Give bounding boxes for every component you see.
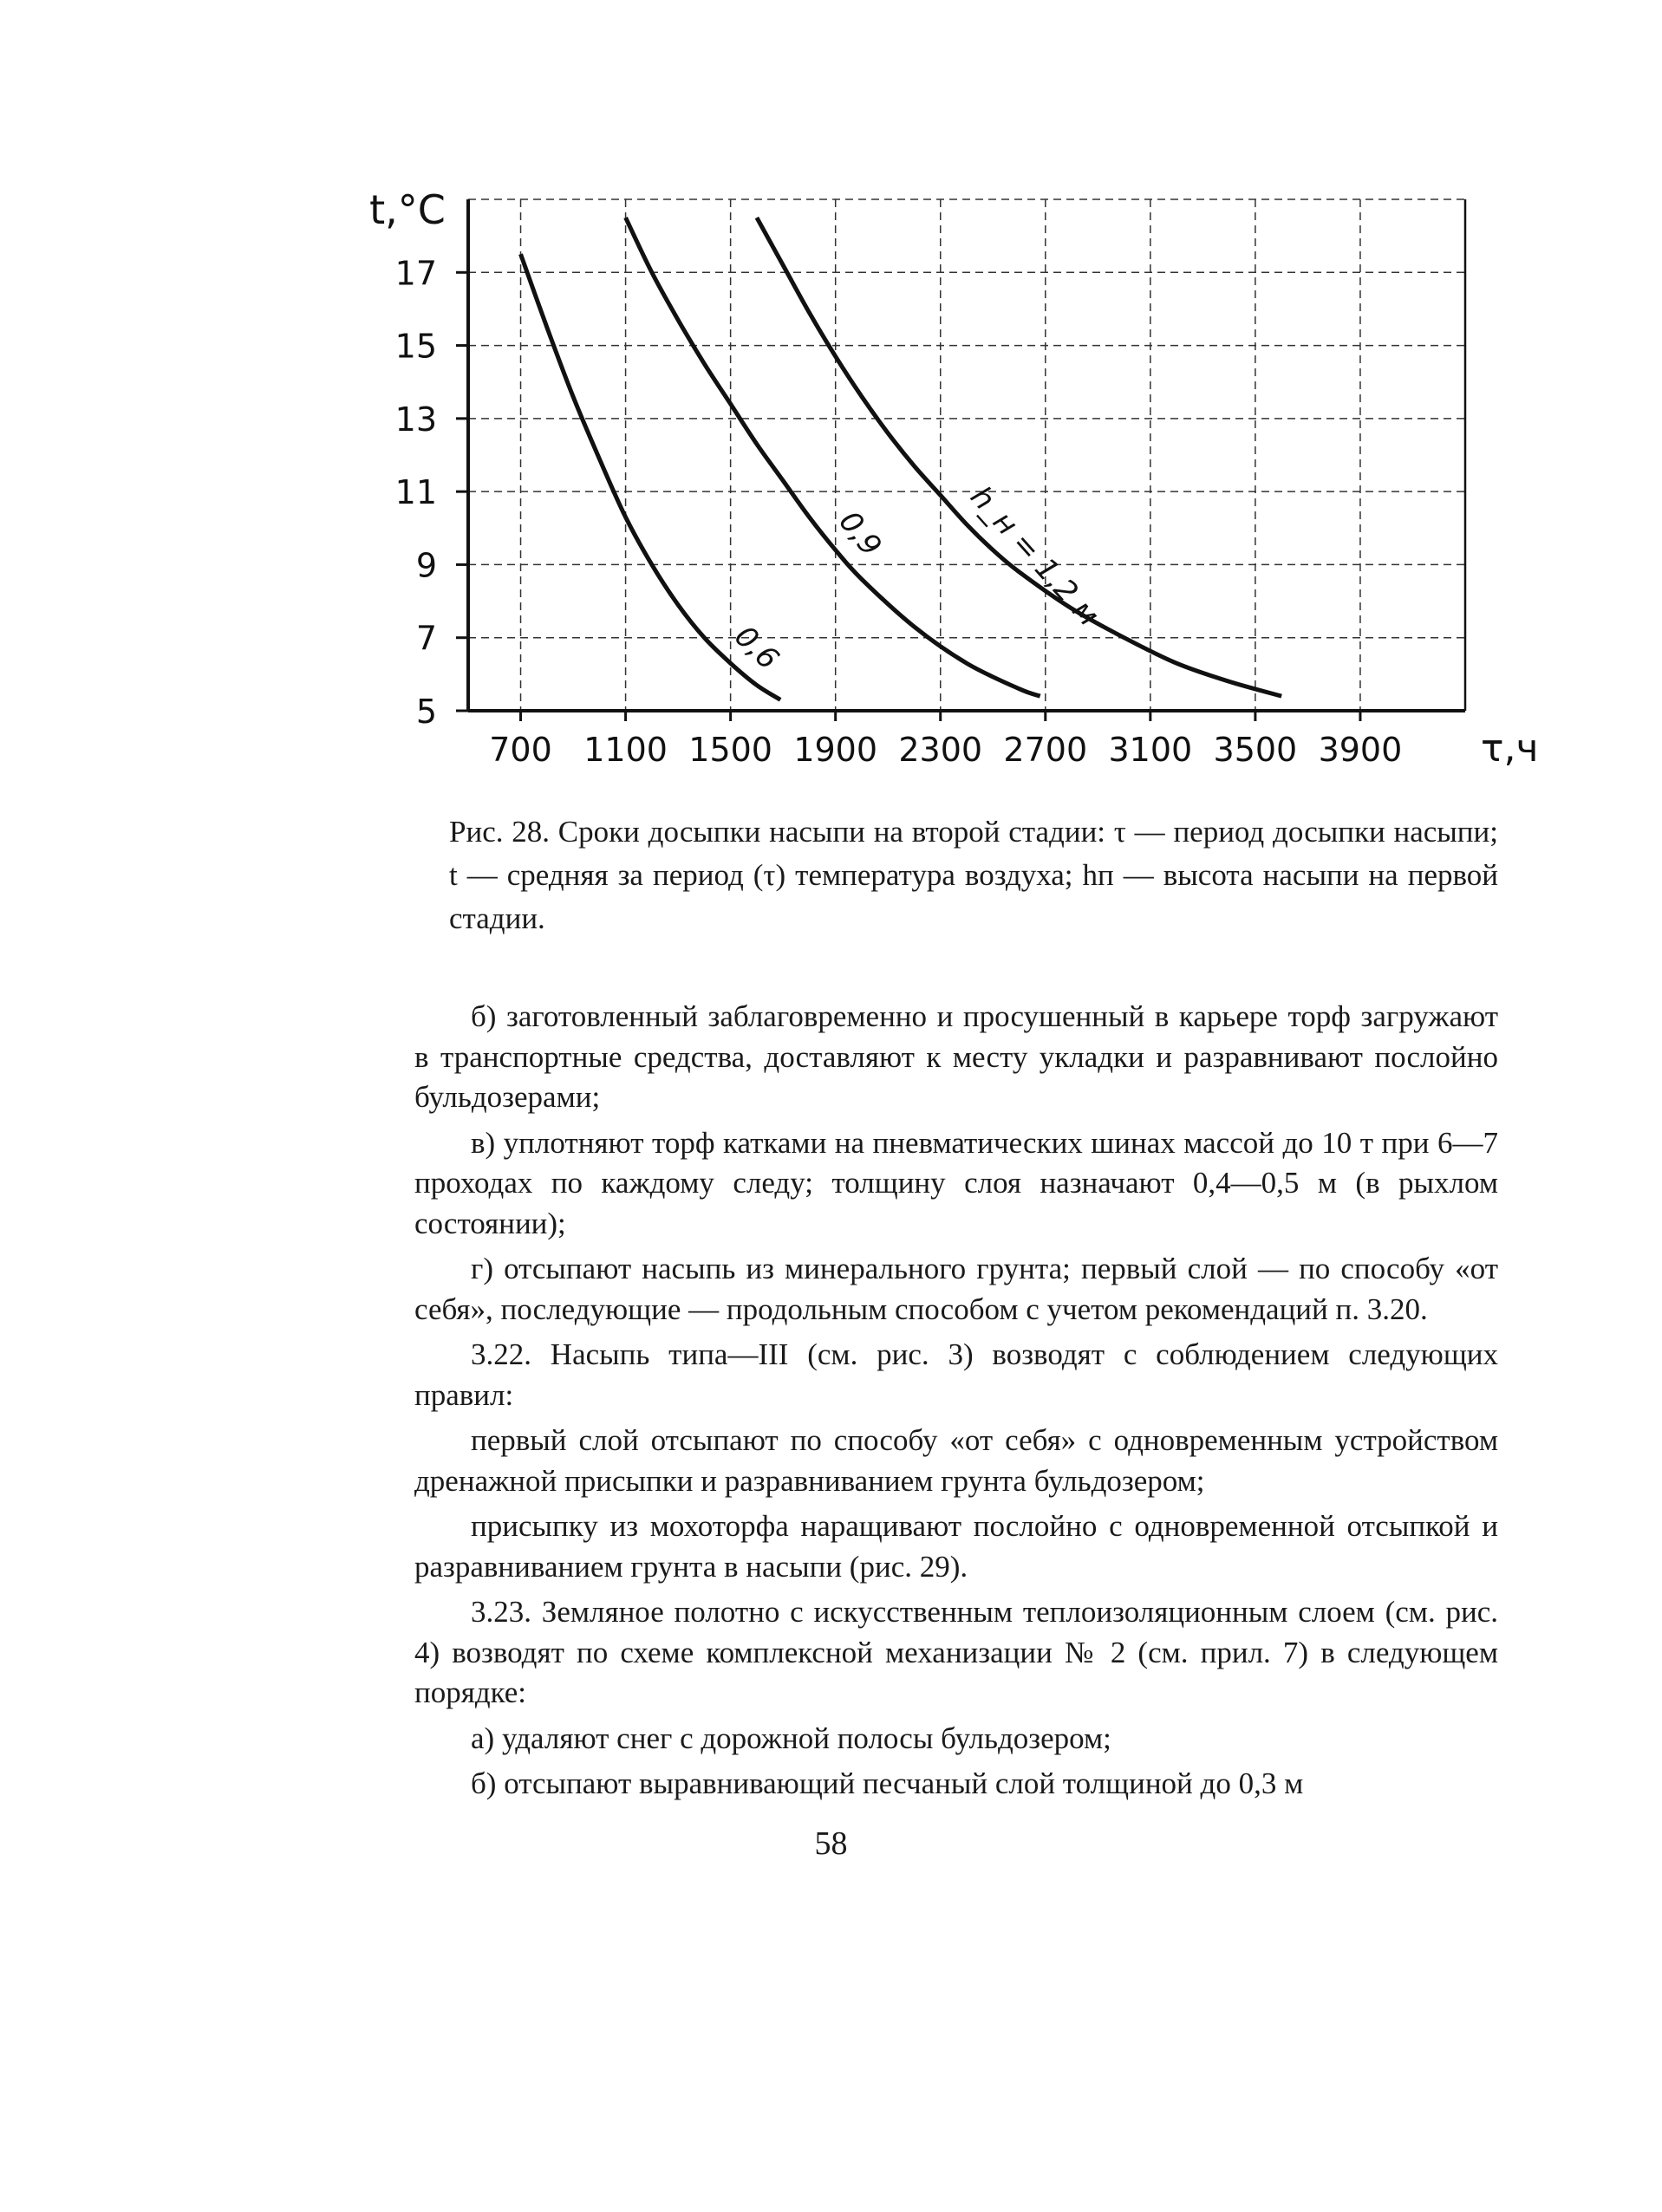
x-axis-label: τ,ч <box>1481 726 1539 771</box>
chart-grid <box>468 199 1465 711</box>
x-tick-label: 1900 <box>793 731 878 769</box>
x-tick-label: 1500 <box>688 731 772 769</box>
chart-axes <box>456 199 1465 721</box>
paragraph: б) заготовленный заблаговременно и просушенный в карьере торф загружают в транспортные средства, доставляют к месту укладки и разравнивают послойно бульдозерами; <box>414 999 1498 1114</box>
y-tick-label: 11 <box>394 473 437 512</box>
series-label: 0,9 <box>831 504 889 563</box>
x-tick-label: 2700 <box>1003 731 1088 769</box>
paragraph: г) отсыпают насыпь из минерального грунта; первый слой — по способу «от себя», последующие — продольным способом с учетом рекомендаций п. 3.20. <box>414 1252 1498 1326</box>
y-tick-label: 15 <box>394 327 437 366</box>
y-tick-label: 17 <box>394 254 437 293</box>
paragraph: в) уплотняют торф катками на пневматических шинах массой до 10 т при 6—7 проходах по каждому следу; толщину слоя назначают 0,4—0,5 м (в рыхлом состоянии); <box>414 1125 1498 1240</box>
y-axis-label: t,°C <box>369 186 446 233</box>
series-label: 0,6 <box>727 619 785 677</box>
paragraph: 3.23. Земляное полотно с искусственным теплоизоляционным слоем (см. рис. 4) возводят по схеме комплексной механизации № 2 (см. прил. 7) в следующем порядке: <box>414 1595 1498 1709</box>
paragraph: 3.22. Насыпь типа—III (см. рис. 3) возводят с соблюдением следующих правил: <box>414 1337 1498 1412</box>
x-tick-label: 3900 <box>1318 731 1403 769</box>
x-tick-label: 1100 <box>583 731 668 769</box>
chart-series <box>521 218 1282 699</box>
paragraph: а) удаляют снег с дорожной полосы бульдозером; <box>471 1721 1111 1755</box>
body-text <box>414 997 1498 1810</box>
y-tick-label: 13 <box>394 400 437 439</box>
y-tick-label: 9 <box>415 546 437 585</box>
x-tick-label: 700 <box>489 731 552 769</box>
series-line <box>626 218 1040 696</box>
y-tick-label: 5 <box>415 693 437 731</box>
paragraph: первый слой отсыпают по способу «от себя» с одновременным устройством дренажной присыпки и разравниванием грунта бульдозером; <box>414 1423 1498 1498</box>
x-tick-label: 3100 <box>1108 731 1193 769</box>
temperature-duration-chart <box>369 173 1539 780</box>
paragraph: б) отсыпают выравнивающий песчаный слой толщиной до 0,3 м <box>471 1766 1304 1800</box>
y-tick-label: 7 <box>415 619 437 658</box>
page-number: 58 <box>814 1825 848 1862</box>
x-tick-label: 3500 <box>1213 731 1298 769</box>
paragraph: присыпку из мохоторфа наращивают послойно с одновременной отсыпкой и разравниванием грунта в насыпи (рис. 29). <box>414 1509 1498 1584</box>
x-tick-label: 2300 <box>898 731 983 769</box>
chart-labels <box>369 186 1538 771</box>
figure-caption: Рис. 28. Сроки досыпки насыпи на второй стадии: τ — период досыпки насыпи; t — средняя за период (τ) температура воздуха; hп — высота насыпи на первой стадии. <box>449 815 1498 935</box>
series-label: h_н = 1,2 м <box>963 479 1106 634</box>
series-line <box>757 218 1281 696</box>
